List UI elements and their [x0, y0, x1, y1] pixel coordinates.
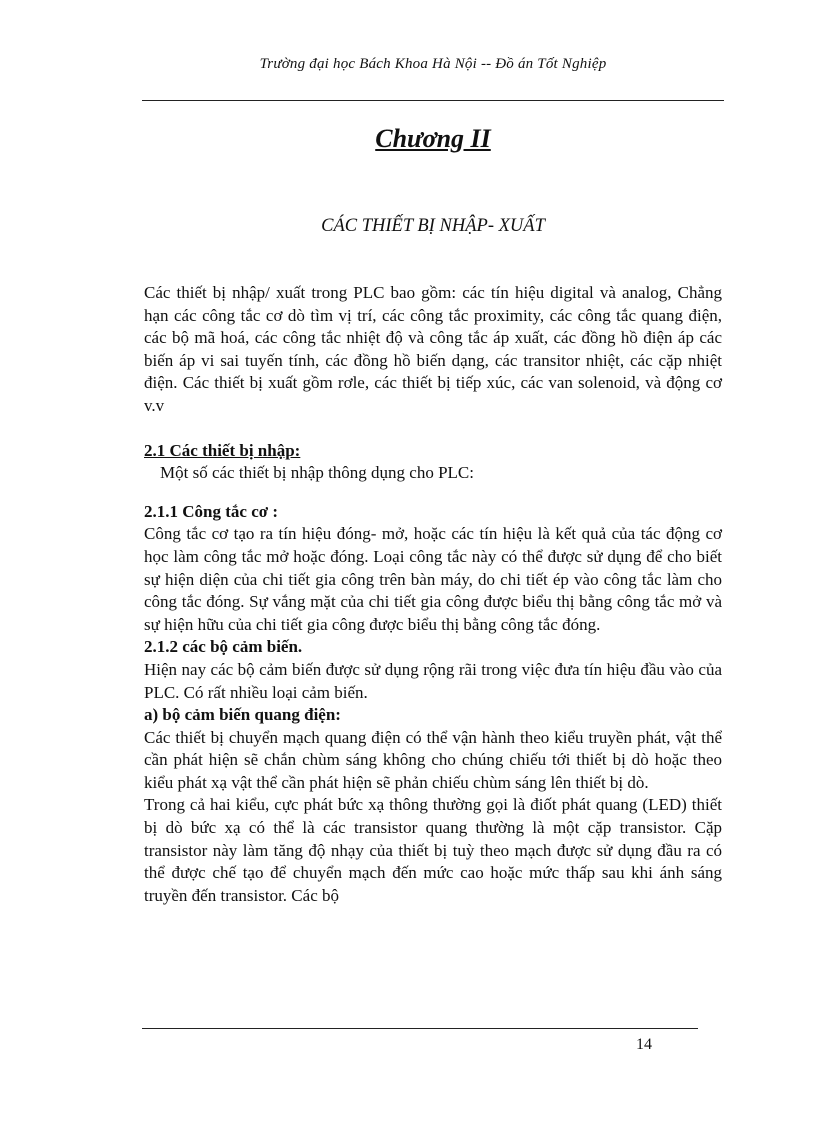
- subsection-a-title: a) bộ cảm biến quang điện:: [144, 705, 341, 725]
- header-divider: [142, 100, 724, 101]
- chapter-title: Chương II: [375, 124, 491, 153]
- intro-paragraph: Các thiết bị nhập/ xuất trong PLC bao gồm: các tín hiệu digital và analog, Chẳng hạn các công tắc cơ dò tìm vị trí, các công tắc proximity, các công tắc quang điện, các bộ mã hoá, các công tắc nhiệt độ và công tắc áp xuất, các đồng hồ điện áp các biến áp vi sai tuyến tính, các đồng hồ biến dạng, các transitor nhiệt, các cặp nhiệt điện. Các thiết bị xuất gồm rơle, các thiết bị tiếp xúc, các van solenoid, và động cơ v.v: [144, 283, 722, 415]
- section-2-1-1-title: 2.1.1 Công tắc cơ :: [144, 501, 279, 521]
- chapter-heading: CÁC THIẾT BỊ NHẬP- XUẤT: [321, 216, 545, 236]
- header-text: Trường đại học Bách Khoa Hà Nội -- Đồ án Tốt Nghiệp: [259, 56, 607, 72]
- section-2-1-1-body: Công tắc cơ tạo ra tín hiệu đóng- mở, hoặc các tín hiệu là kết quả của tác động cơ học làm công tắc mở hoặc đóng. Loại công tắc này có thể được sử dụng để cho biết sự hiện diện của chi tiết gia công trên bàn máy, do chi tiết ép vào công tắc làm cho công tắc đóng. Sự vắng mặt của chi tiết gia công được biểu thị bằng công tắc mở và sự hiện hữu của chi tiết gia công được biểu thị bằng công tắc đóng.: [144, 524, 722, 634]
- page-body: [144, 282, 722, 907]
- section-2-1-lead: Một số các thiết bị nhập thông dụng cho PLC:: [160, 463, 474, 483]
- page-number: 14: [636, 1036, 652, 1053]
- subsection-a-para1: Các thiết bị chuyển mạch quang điện có thể vận hành theo kiểu truyền phát, vật thể cần phát hiện sẽ chắn chùm sáng không cho chúng chiếu tới thiết bị dò hoặc theo kiểu phát xạ vật thể cần phát hiện sẽ phản chiếu chùm sáng lên thiết bị dò.: [144, 727, 722, 792]
- section-2-1-2-title: 2.1.2 các bộ cảm biến.: [144, 637, 303, 657]
- section-2-1-title: 2.1 Các thiết bị nhập:: [144, 440, 301, 460]
- subsection-a-para2: Trong cả hai kiểu, cực phát bức xạ thông thường gọi là điốt phát quang (LED) thiết bị dò bức xạ có thể là các transistor quang thường là một cặp transistor. Cặp transistor này làm tăng độ nhạy của thiết bị tuỳ theo mạch được sử dụng đầu ra có thể được chế tạo để chuyển mạch đến mức cao hoặc mức thấp sau khi ánh sáng truyền đến transistor. Các bộ: [144, 795, 722, 905]
- section-2-1-2-body: Hiện nay các bộ cảm biến được sử dụng rộng rãi trong việc đưa tín hiệu đầu vào của PLC. Có rất nhiều loại cảm biến.: [144, 659, 722, 702]
- footer-divider: [142, 1028, 698, 1029]
